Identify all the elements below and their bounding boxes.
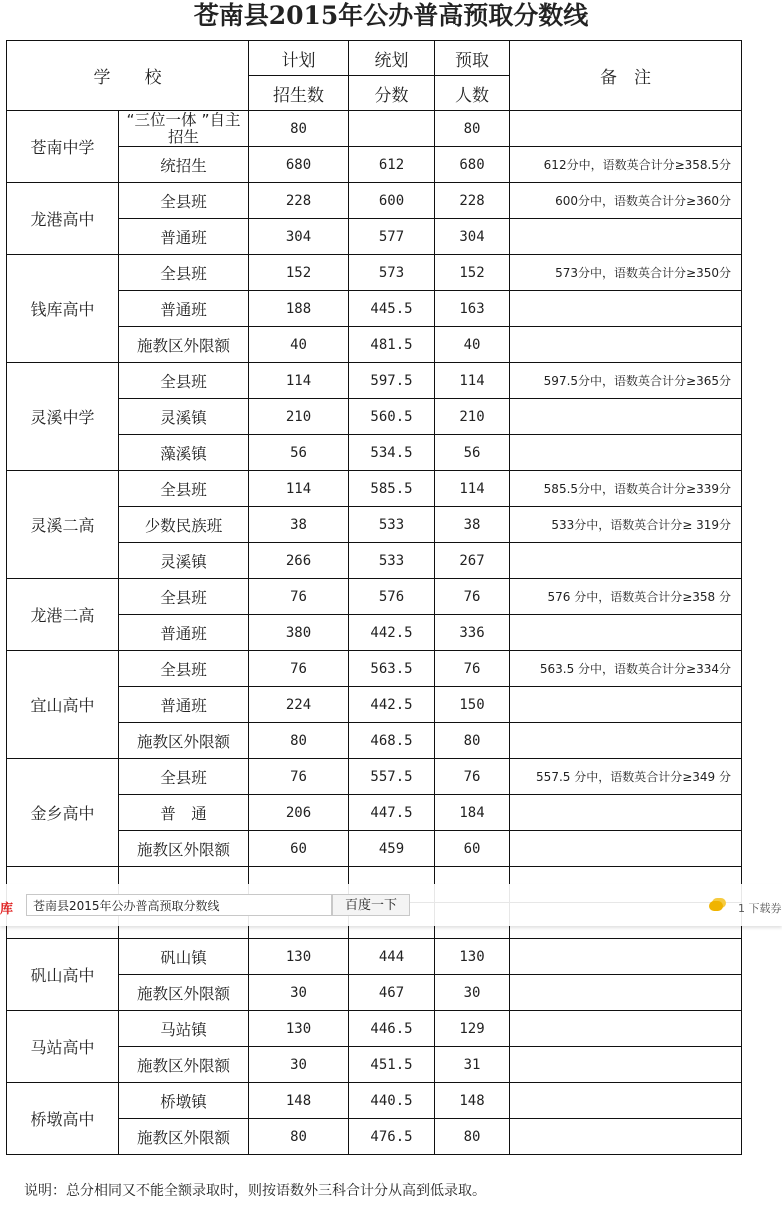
admit-count: 152: [435, 255, 510, 291]
admit-count: 76: [435, 651, 510, 687]
remark: [510, 111, 742, 147]
cutoff-score: 576: [349, 579, 435, 615]
cutoff-score: 446.5: [349, 1011, 435, 1047]
table-row: [7, 471, 742, 507]
admit-count: 304: [435, 219, 510, 255]
remark: [510, 291, 742, 327]
school-name: 灵溪中学: [7, 363, 119, 471]
remark: 576 分中，语数英合计分≥358 分: [510, 579, 742, 615]
school-name: 金乡高中: [7, 759, 119, 867]
school-subcategory: 灵溪镇: [119, 543, 249, 579]
remark: 563.5 分中，语数英合计分≥334分: [510, 651, 742, 687]
school-subcategory: 施教区外限额: [119, 1119, 249, 1155]
cutoff-score: 476.5: [349, 1119, 435, 1155]
school-name: 苍南中学: [7, 111, 119, 183]
admit-count: 130: [435, 939, 510, 975]
plan-count: 266: [249, 543, 349, 579]
footnote: 说明：总分相同又不能全额录取时，则按语数外三科合计分从高到低录取。: [24, 1183, 486, 1199]
admit-count: 40: [435, 327, 510, 363]
school-subcategory: 普通班: [119, 687, 249, 723]
school-subcategory: 全县班: [119, 255, 249, 291]
admit-count: 76: [435, 759, 510, 795]
cutoff-score: 597.5: [349, 363, 435, 399]
search-input[interactable]: 苍南县2015年公办普高预取分数线: [26, 894, 332, 916]
plan-count: 38: [249, 507, 349, 543]
school-subcategory: 统招生: [119, 147, 249, 183]
school-subcategory: 普通班: [119, 615, 249, 651]
school-name: 宜山高中: [7, 651, 119, 759]
cutoff-score: 577: [349, 219, 435, 255]
remark: 612分中，语数英合计分≥358.5分: [510, 147, 742, 183]
header-plan-line1: 计划: [249, 41, 349, 76]
school-subcategory: “三位一体 ”自主招生: [119, 111, 249, 147]
plan-count: 380: [249, 615, 349, 651]
admit-count: 210: [435, 399, 510, 435]
table-row: [7, 759, 742, 795]
cutoff-score: 533: [349, 507, 435, 543]
header-note: 备 注: [510, 41, 742, 111]
admit-count: 129: [435, 1011, 510, 1047]
remark: [510, 723, 742, 759]
admit-count: 56: [435, 435, 510, 471]
admit-count: 114: [435, 471, 510, 507]
school-subcategory: 藻溪镇: [119, 435, 249, 471]
cutoff-score: 451.5: [349, 1047, 435, 1083]
admit-count: 267: [435, 543, 510, 579]
remark: [510, 399, 742, 435]
school-name: 灵溪二高: [7, 471, 119, 579]
school-subcategory: 普 通: [119, 795, 249, 831]
remark: [510, 219, 742, 255]
school-subcategory: 全县班: [119, 759, 249, 795]
cutoff-score: 585.5: [349, 471, 435, 507]
remark: 573分中，语数英合计分≥350分: [510, 255, 742, 291]
admit-count: 80: [435, 723, 510, 759]
plan-count: 152: [249, 255, 349, 291]
school-name: 龙港高中: [7, 183, 119, 255]
remark: [510, 687, 742, 723]
remark: 600分中，语数英合计分≥360分: [510, 183, 742, 219]
plan-count: 228: [249, 183, 349, 219]
coin-stack-icon: [709, 901, 723, 911]
cutoff-score: 445.5: [349, 291, 435, 327]
plan-count: 680: [249, 147, 349, 183]
school-subcategory: 灵溪镇: [119, 399, 249, 435]
school-subcategory: 施教区外限额: [119, 1047, 249, 1083]
admit-count: 114: [435, 363, 510, 399]
admit-count: 150: [435, 687, 510, 723]
remark: [510, 543, 742, 579]
admit-count: 336: [435, 615, 510, 651]
cutoff-score: 533: [349, 543, 435, 579]
header-school: 学 校: [7, 41, 249, 111]
cutoff-score: 444: [349, 939, 435, 975]
admission-score-table: [6, 40, 742, 1155]
cutoff-score: 468.5: [349, 723, 435, 759]
table-row: [7, 363, 742, 399]
remark: [510, 615, 742, 651]
table-row: [7, 1011, 742, 1047]
plan-count: 40: [249, 327, 349, 363]
cutoff-score: 573: [349, 255, 435, 291]
admit-count: 38: [435, 507, 510, 543]
remark: [510, 831, 742, 867]
plan-count: 210: [249, 399, 349, 435]
cutoff-score: 563.5: [349, 651, 435, 687]
school-subcategory: 桥墩镇: [119, 1083, 249, 1119]
plan-count: 224: [249, 687, 349, 723]
plan-count: 60: [249, 831, 349, 867]
header-yu-line1: 预取: [435, 41, 510, 76]
cutoff-score: 560.5: [349, 399, 435, 435]
cutoff-score: 612: [349, 147, 435, 183]
school-name: 桥墩高中: [7, 1083, 119, 1155]
remark: [510, 939, 742, 975]
remark: 533分中，语数英合计分≥ 319分: [510, 507, 742, 543]
cutoff-score: 557.5: [349, 759, 435, 795]
school-subcategory: 全县班: [119, 579, 249, 615]
cutoff-score: 600: [349, 183, 435, 219]
school-subcategory: 少数民族班: [119, 507, 249, 543]
header-tong-line1: 统划: [349, 41, 435, 76]
brand-fragment: 库: [0, 902, 14, 917]
remark: [510, 327, 742, 363]
school-subcategory: 全县班: [119, 363, 249, 399]
search-button[interactable]: 百度一下: [332, 894, 410, 916]
cutoff-score: 442.5: [349, 687, 435, 723]
school-subcategory: 普通班: [119, 291, 249, 327]
page-title: 苍南县2015年公办普高预取分数线: [193, 1, 589, 30]
header-tong-line2: 分数: [349, 76, 435, 111]
remark: 557.5 分中，语数英合计分≥349 分: [510, 759, 742, 795]
admit-count: 31: [435, 1047, 510, 1083]
school-subcategory: 普通班: [119, 219, 249, 255]
table-row: [7, 1083, 742, 1119]
search-overlay-bar: [0, 884, 782, 926]
school-subcategory: 施教区外限额: [119, 723, 249, 759]
table-row: [7, 255, 742, 291]
table-row: [7, 939, 742, 975]
plan-count: 80: [249, 1119, 349, 1155]
school-subcategory: 矾山镇: [119, 939, 249, 975]
school-name: 钱库高中: [7, 255, 119, 363]
admit-count: 80: [435, 111, 510, 147]
school-subcategory: 全县班: [119, 651, 249, 687]
plan-count: 30: [249, 975, 349, 1011]
remark: [510, 1083, 742, 1119]
plan-count: 304: [249, 219, 349, 255]
admit-count: 184: [435, 795, 510, 831]
cutoff-score: 440.5: [349, 1083, 435, 1119]
school-subcategory: 全县班: [119, 183, 249, 219]
plan-count: 148: [249, 1083, 349, 1119]
cutoff-score: [349, 111, 435, 147]
cutoff-score: 447.5: [349, 795, 435, 831]
school-subcategory: 施教区外限额: [119, 831, 249, 867]
remark: [510, 1011, 742, 1047]
download-voucher-label[interactable]: 1 下载券: [738, 902, 782, 915]
admit-count: 148: [435, 1083, 510, 1119]
admit-count: 228: [435, 183, 510, 219]
cutoff-score: 459: [349, 831, 435, 867]
header-yu-line2: 人数: [435, 76, 510, 111]
plan-count: 206: [249, 795, 349, 831]
school-subcategory: 全县班: [119, 471, 249, 507]
school-subcategory: 施教区外限额: [119, 975, 249, 1011]
table-row: [7, 111, 742, 147]
admit-count: 30: [435, 975, 510, 1011]
plan-count: 76: [249, 759, 349, 795]
admit-count: 76: [435, 579, 510, 615]
admit-count: 80: [435, 1119, 510, 1155]
school-name: 马站高中: [7, 1011, 119, 1083]
plan-count: 76: [249, 579, 349, 615]
table-row: [7, 183, 742, 219]
plan-count: 130: [249, 939, 349, 975]
remark: [510, 795, 742, 831]
remark: [510, 975, 742, 1011]
school-subcategory: 施教区外限额: [119, 327, 249, 363]
remark: [510, 1047, 742, 1083]
plan-count: 114: [249, 471, 349, 507]
table-row: [7, 651, 742, 687]
school-name: 龙港二高: [7, 579, 119, 651]
plan-count: 76: [249, 651, 349, 687]
table-row: [7, 579, 742, 615]
remark: 585.5分中，语数英合计分≥339分: [510, 471, 742, 507]
admit-count: 680: [435, 147, 510, 183]
plan-count: 30: [249, 1047, 349, 1083]
cutoff-score: 534.5: [349, 435, 435, 471]
remark: [510, 1119, 742, 1155]
plan-count: 188: [249, 291, 349, 327]
plan-count: 80: [249, 111, 349, 147]
plan-count: 130: [249, 1011, 349, 1047]
plan-count: 80: [249, 723, 349, 759]
cutoff-score: 442.5: [349, 615, 435, 651]
admit-count: 60: [435, 831, 510, 867]
cutoff-score: 481.5: [349, 327, 435, 363]
remark: [510, 435, 742, 471]
cutoff-score: 467: [349, 975, 435, 1011]
plan-count: 56: [249, 435, 349, 471]
plan-count: 114: [249, 363, 349, 399]
remark: 597.5分中，语数英合计分≥365分: [510, 363, 742, 399]
school-subcategory: 马站镇: [119, 1011, 249, 1047]
header-plan-line2: 招生数: [249, 76, 349, 111]
school-name: 矾山高中: [7, 939, 119, 1011]
admit-count: 163: [435, 291, 510, 327]
